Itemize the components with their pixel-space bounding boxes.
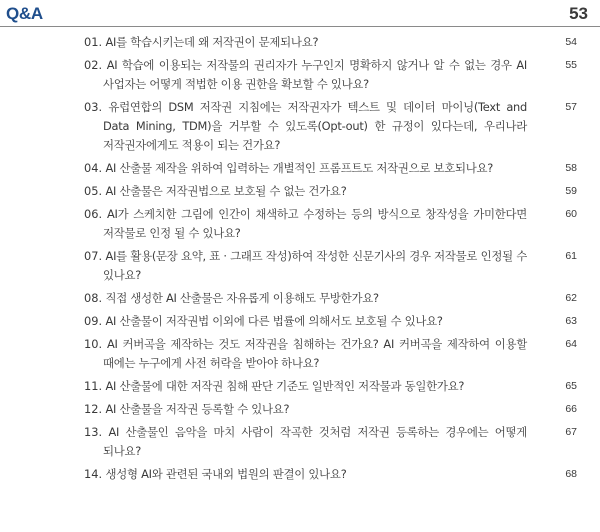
section-title: Q&A	[6, 4, 43, 23]
entry-number: 01.	[84, 35, 103, 49]
toc-entry-07[interactable]	[84, 247, 584, 285]
entry-page-number: 58	[565, 162, 577, 174]
entry-number: 13.	[84, 425, 103, 439]
toc-entry-11[interactable]	[84, 377, 584, 396]
entry-page-number: 65	[565, 380, 577, 392]
entry-question: AI를 학습시키는데 왜 저작권이 문제되나요?	[105, 35, 319, 49]
entry-number: 05.	[84, 184, 103, 198]
entry-question: AI 산출물은 저작권법으로 보호될 수 없는 건가요?	[105, 184, 347, 198]
entry-page-number: 54	[565, 36, 577, 48]
entry-number: 02.	[84, 58, 103, 72]
entry-page-number: 62	[565, 292, 577, 304]
entry-page-number: 68	[565, 468, 577, 480]
entry-number: 09.	[84, 314, 103, 328]
toc-entry-01[interactable]	[84, 33, 584, 52]
toc-entry-04[interactable]	[84, 159, 584, 178]
entry-page-number: 67	[565, 426, 577, 438]
entry-number: 04.	[84, 161, 103, 175]
toc-entry-10[interactable]	[84, 335, 584, 373]
entry-number: 08.	[84, 291, 103, 305]
entry-question: AI 산출물을 저작권 등록할 수 있나요?	[105, 402, 290, 416]
entry-page-number: 60	[565, 208, 577, 220]
toc-entry-02[interactable]	[84, 56, 584, 94]
entry-question: AI를 활용(문장 요약, 표 · 그래프 작성)하여 작성한 신문기사의 경우 저작물로 인정될 수 있나요?	[103, 249, 527, 282]
section-page-number: 53	[569, 4, 588, 23]
entry-question: AI 산출물인 음악을 마치 사람이 작곡한 것처럼 저작권 등록하는 경우에는 어떻게 되나요?	[103, 425, 527, 458]
toc-entry-14[interactable]	[84, 465, 584, 484]
entry-question: AI 산출물 제작을 위하여 입력하는 개별적인 프롬프트도 저작권으로 보호되나요?	[105, 161, 494, 175]
toc-entry-12[interactable]	[84, 400, 584, 419]
entry-number: 14.	[84, 467, 103, 481]
toc-entry-09[interactable]	[84, 312, 584, 331]
entry-page-number: 64	[565, 338, 577, 350]
entry-page-number: 66	[565, 403, 577, 415]
toc-entry-03[interactable]	[84, 98, 584, 155]
entry-question: AI 커버곡을 제작하는 것도 저작권을 침해하는 건가요? AI 커버곡을 제작하여 이용할 때에는 누구에게 사전 허락을 받아야 하나요?	[103, 337, 528, 370]
entry-page-number: 57	[565, 101, 577, 113]
toc-entry-08[interactable]	[84, 289, 584, 308]
entry-question: AI 학습에 이용되는 저작물의 권리자가 누구인지 명확하지 않거나 알 수 없는 경우 AI 사업자는 어떻게 적법한 이용 권한을 확보할 수 있나요?	[103, 58, 527, 91]
toc-list	[84, 33, 584, 488]
toc-entry-05[interactable]	[84, 182, 584, 201]
entry-question: 생성형 AI와 관련된 국내외 법원의 판결이 있나요?	[105, 467, 347, 481]
entry-question: 유럽연합의 DSM 저작권 지침에는 저작권자가 텍스트 및 데이터 마이닝(Text and Data Mining, TDM)을 거부할 수 있도록(Opt-out) 한 규정이 있다는데, 우리나라 저작권자에게도 적용이 되는 건가요?	[103, 100, 528, 152]
entry-page-number: 59	[565, 185, 577, 197]
header-divider	[0, 26, 600, 27]
entry-number: 10.	[84, 337, 103, 351]
entry-page-number: 55	[565, 59, 577, 71]
toc-entry-13[interactable]	[84, 423, 584, 461]
entry-page-number: 63	[565, 315, 577, 327]
section-header	[0, 0, 600, 30]
toc-entry-06[interactable]	[84, 205, 584, 243]
entry-number: 07.	[84, 249, 103, 263]
entry-number: 03.	[84, 100, 103, 114]
entry-question: AI가 스케치한 그림에 인간이 채색하고 수정하는 등의 방식으로 창작성을 가미한다면 저작물로 인정 될 수 있나요?	[103, 207, 528, 240]
entry-question: AI 산출물이 저작권법 이외에 다른 법률에 의해서도 보호될 수 있나요?	[105, 314, 443, 328]
entry-question: AI 산출물에 대한 저작권 침해 판단 기준도 일반적인 저작물과 동일한가요?	[105, 379, 465, 393]
entry-number: 06.	[84, 207, 103, 221]
entry-number: 11.	[84, 379, 103, 393]
entry-number: 12.	[84, 402, 103, 416]
entry-question: 직접 생성한 AI 산출물은 자유롭게 이용해도 무방한가요?	[105, 291, 379, 305]
entry-page-number: 61	[565, 250, 577, 262]
